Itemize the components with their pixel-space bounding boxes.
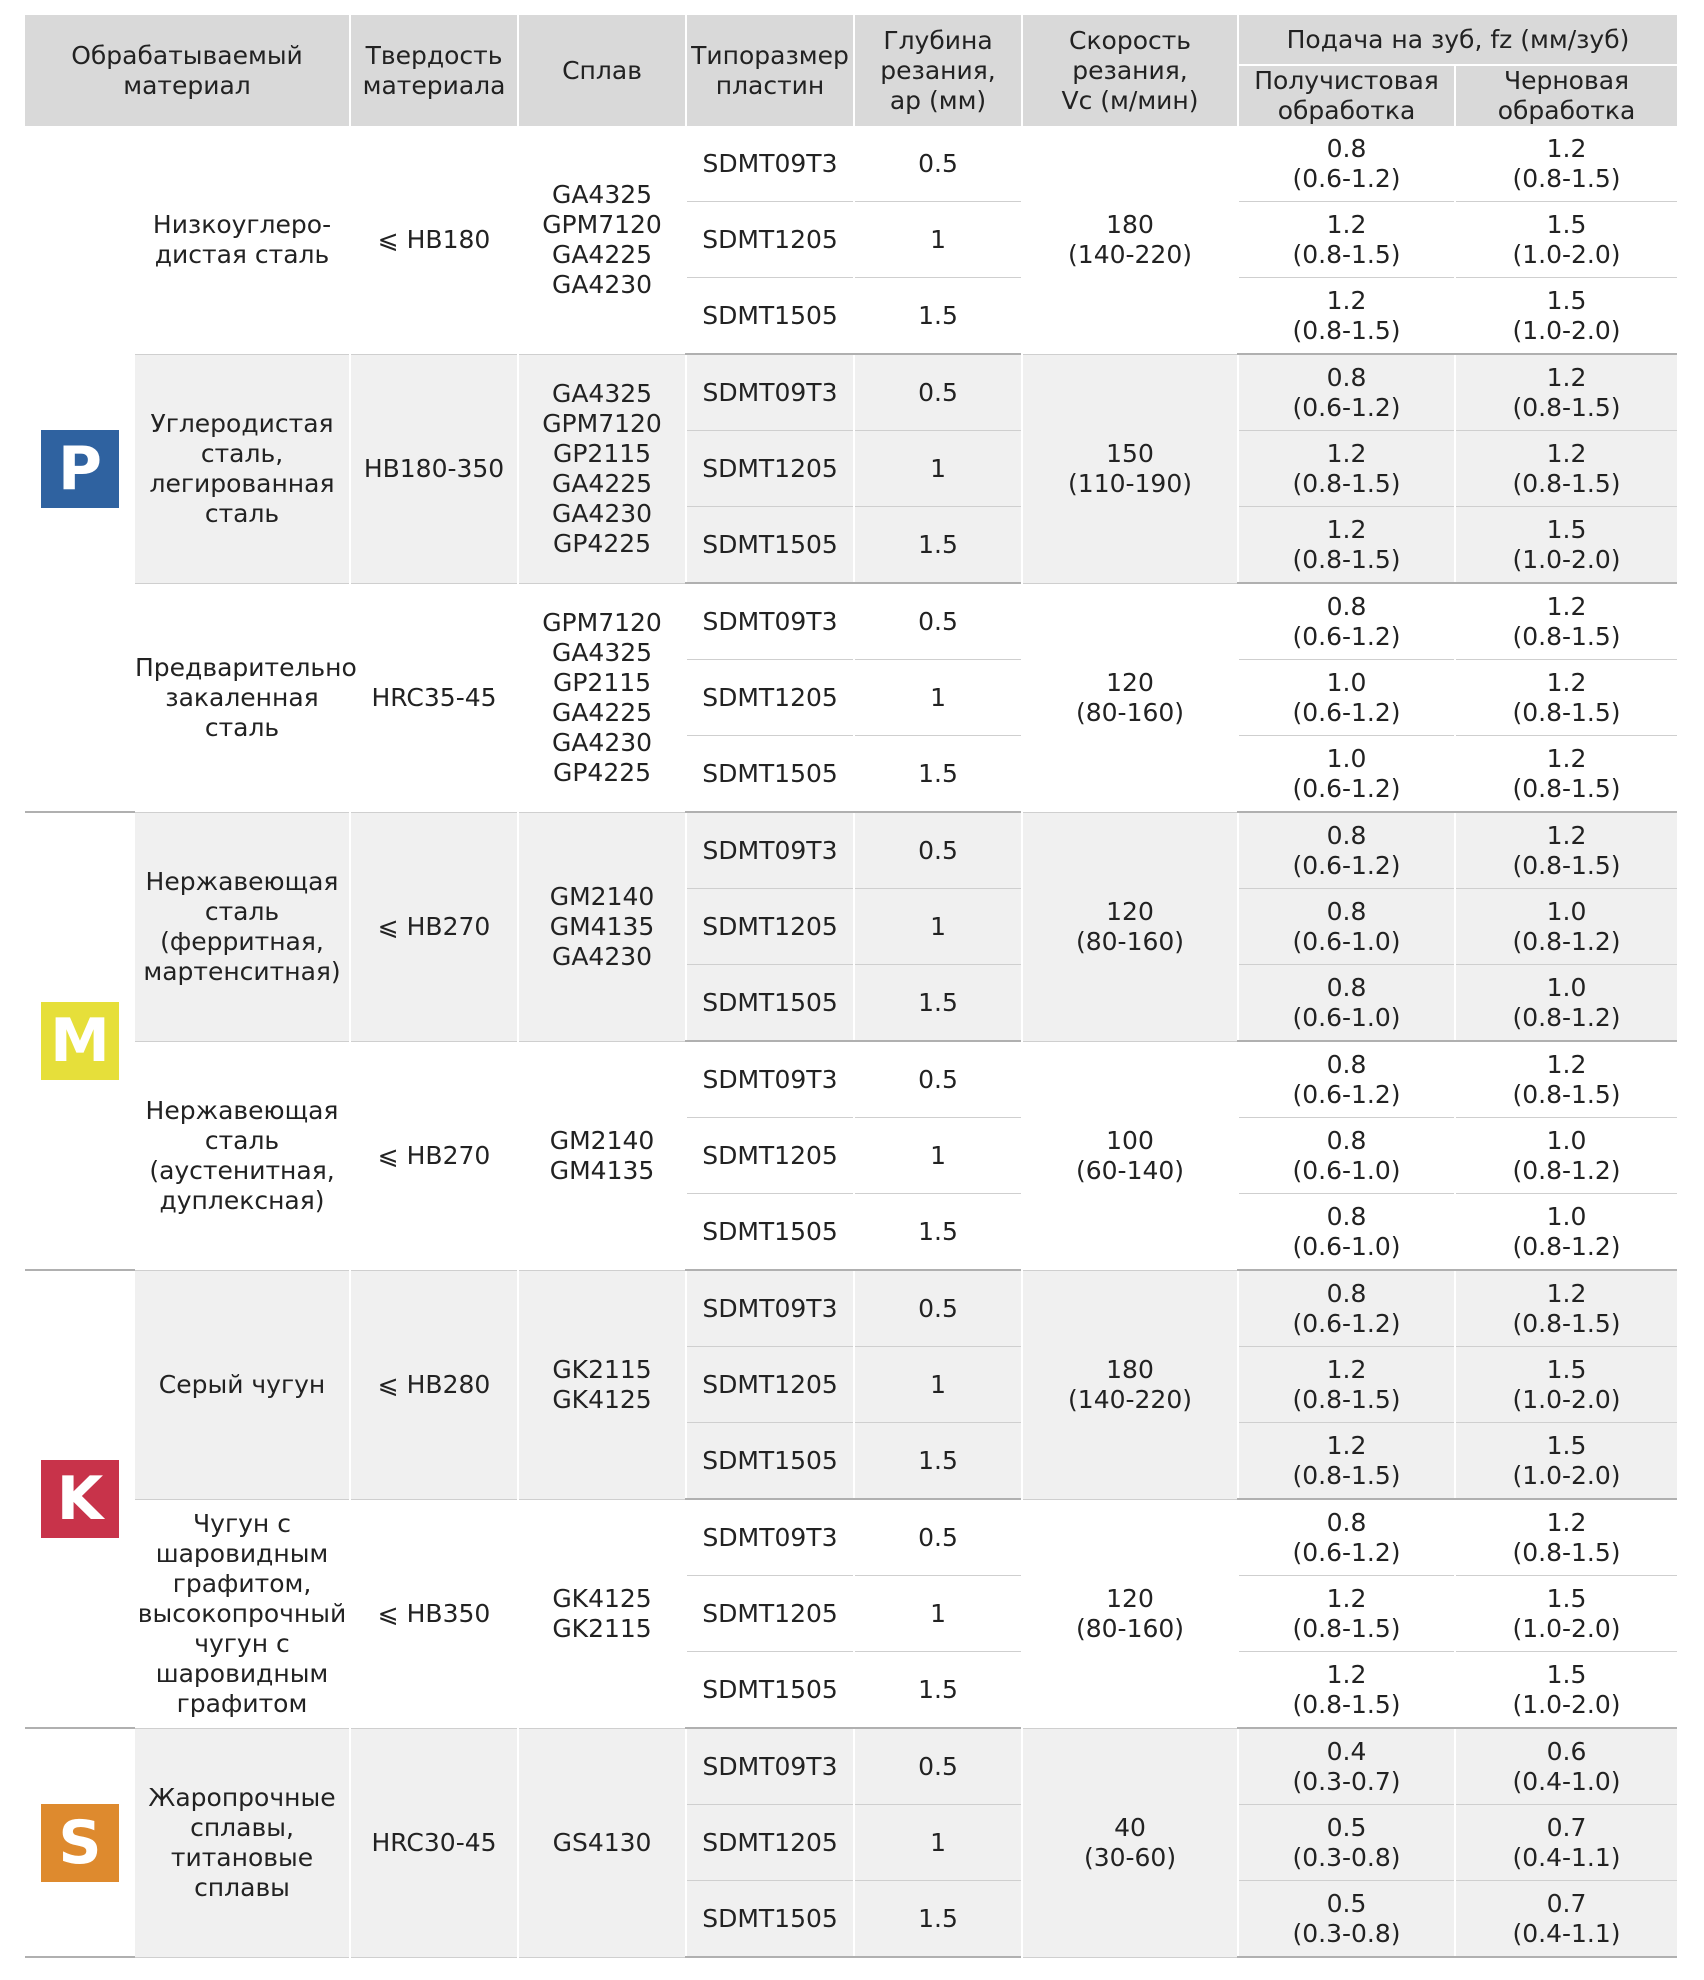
depth-cell	[854, 1499, 1022, 1576]
depth-cell-text: 1.5	[918, 987, 958, 1017]
hardness-cell-text: HRC35-45	[371, 682, 497, 712]
feed-semi-cell-text: 0.5 (0.3-0.8)	[1292, 1888, 1401, 1948]
feed-semi-cell-text: 1.2 (0.8-1.5)	[1292, 1354, 1401, 1414]
material-cell-text: Серый чугун	[158, 1369, 326, 1399]
feed-rough-cell	[1455, 278, 1677, 355]
feed-rough-cell-text: 1.2 (0.8-1.5)	[1512, 820, 1621, 880]
hardness-cell-text: ⩽ HB180	[377, 224, 491, 254]
feed-semi-cell	[1238, 1728, 1455, 1805]
speed-cell-text: 40 (30-60)	[1083, 1812, 1177, 1872]
depth-cell	[854, 126, 1022, 202]
material-cell	[135, 1270, 350, 1499]
depth-cell	[854, 660, 1022, 736]
insert-cell	[686, 1118, 854, 1194]
feed-semi-cell	[1238, 507, 1455, 584]
depth-cell	[854, 1041, 1022, 1118]
feed-rough-cell-text: 1.2 (0.8-1.5)	[1512, 362, 1621, 422]
feed-rough-cell	[1455, 736, 1677, 813]
feed-semi-cell-text: 0.5 (0.3-0.8)	[1292, 1812, 1401, 1872]
depth-cell-text: 0.5	[918, 1751, 958, 1781]
insert-cell-text: SDMT1205	[702, 224, 838, 254]
material-cell	[135, 1041, 350, 1270]
feed-semi-cell-text: 0.8 (0.6-1.2)	[1292, 133, 1401, 193]
hardness-cell	[350, 583, 518, 812]
feed-semi-cell	[1238, 431, 1455, 507]
insert-cell	[686, 1499, 854, 1576]
feed-rough-cell-text: 0.7 (0.4-1.1)	[1512, 1812, 1621, 1872]
depth-cell	[854, 202, 1022, 278]
feed-semi-cell-text: 0.8 (0.6-1.2)	[1292, 362, 1401, 422]
depth-cell-text: 1.5	[918, 300, 958, 330]
cutting-data-table	[25, 15, 1677, 1958]
hardness-cell	[350, 1270, 518, 1499]
depth-cell	[854, 889, 1022, 965]
grades-cell-text: GM2140 GM4135 GA4230	[549, 881, 655, 971]
insert-cell	[686, 1728, 854, 1805]
depth-cell	[854, 1194, 1022, 1271]
insert-cell-text: SDMT09T3	[702, 1522, 838, 1552]
depth-cell	[854, 1576, 1022, 1652]
table-row	[25, 1728, 1677, 1805]
depth-cell	[854, 1805, 1022, 1881]
insert-cell-text: SDMT09T3	[702, 148, 838, 178]
insert-cell-text: SDMT1505	[702, 1216, 838, 1246]
iso-group-cell	[25, 1728, 135, 1957]
depth-cell	[854, 736, 1022, 813]
material-cell	[135, 812, 350, 1041]
hardness-cell	[350, 1499, 518, 1728]
feed-rough-cell	[1455, 1347, 1677, 1423]
insert-cell-text: SDMT09T3	[702, 1064, 838, 1094]
feed-semi-cell-text: 1.2 (0.8-1.5)	[1292, 1583, 1401, 1643]
feed-semi-cell-text: 0.8 (0.6-1.2)	[1292, 1278, 1401, 1338]
insert-cell-text: SDMT09T3	[702, 377, 838, 407]
insert-cell	[686, 736, 854, 813]
depth-cell	[854, 812, 1022, 889]
iso-badge-s: S	[41, 1804, 119, 1882]
hardness-cell-text: ⩽ HB280	[377, 1369, 491, 1399]
grades-cell-text: GK2115 GK4125	[552, 1354, 652, 1414]
insert-cell	[686, 126, 854, 202]
feed-rough-cell-text: 1.2 (0.8-1.5)	[1512, 591, 1621, 651]
feed-rough-cell-text: 1.0 (0.8-1.2)	[1512, 972, 1621, 1032]
insert-cell-text: SDMT1505	[702, 529, 838, 559]
table-body	[25, 126, 1677, 1957]
depth-cell	[854, 1881, 1022, 1958]
grades-cell	[518, 583, 686, 812]
feed-semi-cell-text: 0.8 (0.6-1.0)	[1292, 1125, 1401, 1185]
depth-cell	[854, 354, 1022, 431]
feed-rough-cell	[1455, 889, 1677, 965]
depth-cell-text: 0.5	[918, 148, 958, 178]
table-row	[25, 354, 1677, 431]
depth-cell-text: 1.5	[918, 1674, 958, 1704]
insert-cell-text: SDMT1205	[702, 682, 838, 712]
insert-cell-text: SDMT1505	[702, 1903, 838, 1933]
feed-rough-cell-text: 1.2 (0.8-1.5)	[1512, 133, 1621, 193]
feed-rough-cell-text: 1.0 (0.8-1.2)	[1512, 1201, 1621, 1261]
grades-cell	[518, 1041, 686, 1270]
feed-rough-cell	[1455, 812, 1677, 889]
grades-cell	[518, 1270, 686, 1499]
insert-cell-text: SDMT1205	[702, 1598, 838, 1628]
feed-rough-cell-text: 1.2 (0.8-1.5)	[1512, 1507, 1621, 1567]
feed-rough-cell-text: 1.5 (1.0-2.0)	[1512, 1659, 1621, 1719]
insert-cell	[686, 1270, 854, 1347]
depth-cell-text: 1.5	[918, 529, 958, 559]
table-row	[25, 1270, 1677, 1347]
feed-rough-cell-text: 1.5 (1.0-2.0)	[1512, 285, 1621, 345]
feed-semi-cell	[1238, 1652, 1455, 1729]
iso-group-cell	[25, 812, 135, 1270]
iso-group-cell	[25, 126, 135, 812]
speed-cell	[1022, 812, 1238, 1041]
header-depth: Глубина резания, ap (мм)	[854, 15, 1022, 126]
feed-semi-cell-text: 1.2 (0.8-1.5)	[1292, 285, 1401, 345]
grades-cell-text: GK4125 GK2115	[552, 1583, 652, 1643]
iso-group-cell	[25, 1270, 135, 1728]
feed-semi-cell-text: 1.2 (0.8-1.5)	[1292, 1430, 1401, 1490]
feed-rough-cell-text: 0.7 (0.4-1.1)	[1512, 1888, 1621, 1948]
insert-cell-text: SDMT1205	[702, 1369, 838, 1399]
feed-semi-cell	[1238, 660, 1455, 736]
feed-rough-cell	[1455, 965, 1677, 1042]
feed-rough-cell	[1455, 660, 1677, 736]
insert-cell	[686, 431, 854, 507]
material-cell-text: Жаропрочные сплавы, титановые сплавы	[148, 1782, 336, 1902]
speed-cell-text: 120 (80-160)	[1075, 1583, 1185, 1643]
depth-cell-text: 1	[930, 911, 946, 941]
material-cell-text: Нержавеющая сталь (аустенитная, дуплексная)	[145, 1095, 339, 1215]
material-cell-text: Нержавеющая сталь (ферритная, мартенситная)	[143, 866, 341, 986]
insert-cell-text: SDMT09T3	[702, 1751, 838, 1781]
feed-semi-cell	[1238, 1805, 1455, 1881]
depth-cell-text: 0.5	[918, 1293, 958, 1323]
insert-cell	[686, 1347, 854, 1423]
feed-rough-cell	[1455, 1805, 1677, 1881]
speed-cell-text: 180 (140-220)	[1068, 1354, 1192, 1414]
feed-rough-cell-text: 1.5 (1.0-2.0)	[1512, 1583, 1621, 1643]
insert-cell	[686, 965, 854, 1042]
speed-cell	[1022, 1728, 1238, 1957]
feed-semi-cell	[1238, 736, 1455, 813]
feed-rough-cell-text: 1.2 (0.8-1.5)	[1512, 1049, 1621, 1109]
feed-semi-cell	[1238, 126, 1455, 202]
insert-cell	[686, 354, 854, 431]
insert-cell	[686, 1652, 854, 1729]
feed-rough-cell	[1455, 507, 1677, 584]
insert-cell	[686, 202, 854, 278]
depth-cell	[854, 431, 1022, 507]
feed-semi-cell-text: 1.2 (0.8-1.5)	[1292, 514, 1401, 574]
hardness-cell-text: HRC30-45	[371, 1827, 497, 1857]
insert-cell	[686, 1881, 854, 1958]
depth-cell-text: 1.5	[918, 1903, 958, 1933]
header-insert: Типоразмер пластин	[686, 15, 854, 126]
insert-cell	[686, 1041, 854, 1118]
depth-cell-text: 1	[930, 1598, 946, 1628]
insert-cell-text: SDMT09T3	[702, 835, 838, 865]
header-material: Обрабатываемый материал	[25, 15, 350, 126]
cutting-data-table-wrapper	[25, 15, 1677, 1958]
iso-badge-m: M	[41, 1002, 119, 1080]
grades-cell-text: GA4325 GPM7120 GP2115 GA4225 GA4230 GP4225	[542, 378, 662, 558]
feed-semi-cell	[1238, 1881, 1455, 1958]
depth-cell-text: 1	[930, 224, 946, 254]
speed-cell-text: 150 (110-190)	[1068, 438, 1192, 498]
feed-semi-cell-text: 0.8 (0.6-1.2)	[1292, 591, 1401, 651]
grades-cell	[518, 1499, 686, 1728]
feed-rough-cell	[1455, 1194, 1677, 1271]
feed-semi-cell	[1238, 278, 1455, 355]
insert-cell	[686, 507, 854, 584]
grades-cell	[518, 1728, 686, 1957]
material-cell-text: Низкоуглеро- дистая сталь	[152, 209, 332, 269]
depth-cell-text: 1.5	[918, 1445, 958, 1475]
insert-cell-text: SDMT1205	[702, 453, 838, 483]
feed-semi-cell-text: 1.0 (0.6-1.2)	[1292, 743, 1401, 803]
feed-semi-cell-text: 0.4 (0.3-0.7)	[1292, 1736, 1401, 1796]
grades-cell-text: GPM7120 GA4325 GP2115 GA4225 GA4230 GP4225	[542, 607, 662, 787]
feed-semi-cell	[1238, 1423, 1455, 1500]
table-row	[25, 583, 1677, 660]
feed-semi-cell	[1238, 889, 1455, 965]
feed-rough-cell-text: 0.6 (0.4-1.0)	[1512, 1736, 1621, 1796]
speed-cell-text: 100 (60-140)	[1075, 1125, 1185, 1185]
header-hardness: Твердость материала	[350, 15, 518, 126]
material-cell	[135, 1499, 350, 1728]
insert-cell	[686, 278, 854, 355]
depth-cell-text: 0.5	[918, 1064, 958, 1094]
depth-cell	[854, 1728, 1022, 1805]
table-row	[25, 1041, 1677, 1118]
feed-semi-cell	[1238, 1194, 1455, 1271]
insert-cell-text: SDMT1505	[702, 987, 838, 1017]
feed-rough-cell	[1455, 431, 1677, 507]
depth-cell-text: 1	[930, 1369, 946, 1399]
feed-rough-cell-text: 1.2 (0.8-1.5)	[1512, 1278, 1621, 1338]
material-cell	[135, 354, 350, 583]
speed-cell-text: 180 (140-220)	[1068, 209, 1192, 269]
insert-cell-text: SDMT1505	[702, 1674, 838, 1704]
feed-rough-cell	[1455, 1118, 1677, 1194]
depth-cell-text: 1	[930, 453, 946, 483]
header-semi-finishing: Получистовая обработка	[1238, 65, 1455, 126]
feed-semi-cell	[1238, 1118, 1455, 1194]
insert-cell-text: SDMT1205	[702, 1827, 838, 1857]
header-grade: Сплав	[518, 15, 686, 126]
depth-cell-text: 1.5	[918, 758, 958, 788]
feed-rough-cell	[1455, 354, 1677, 431]
feed-rough-cell	[1455, 202, 1677, 278]
depth-cell-text: 1	[930, 682, 946, 712]
feed-rough-cell-text: 1.5 (1.0-2.0)	[1512, 209, 1621, 269]
feed-rough-cell	[1455, 1270, 1677, 1347]
feed-rough-cell-text: 1.2 (0.8-1.5)	[1512, 438, 1621, 498]
feed-semi-cell	[1238, 1347, 1455, 1423]
insert-cell	[686, 1194, 854, 1271]
speed-cell-text: 120 (80-160)	[1075, 667, 1185, 727]
feed-rough-cell-text: 1.5 (1.0-2.0)	[1512, 1354, 1621, 1414]
depth-cell	[854, 583, 1022, 660]
hardness-cell-text: HB180-350	[363, 453, 505, 483]
feed-rough-cell-text: 1.5 (1.0-2.0)	[1512, 514, 1621, 574]
speed-cell	[1022, 1041, 1238, 1270]
feed-semi-cell	[1238, 583, 1455, 660]
feed-rough-cell	[1455, 583, 1677, 660]
depth-cell-text: 0.5	[918, 835, 958, 865]
insert-cell	[686, 583, 854, 660]
feed-rough-cell-text: 1.0 (0.8-1.2)	[1512, 1125, 1621, 1185]
depth-cell-text: 1	[930, 1140, 946, 1170]
material-cell-text: Предварительно закаленная сталь	[135, 652, 357, 742]
feed-semi-cell-text: 1.2 (0.8-1.5)	[1292, 209, 1401, 269]
hardness-cell	[350, 812, 518, 1041]
insert-cell-text: SDMT09T3	[702, 606, 838, 636]
feed-rough-cell-text: 1.2 (0.8-1.5)	[1512, 667, 1621, 727]
insert-cell	[686, 660, 854, 736]
depth-cell	[854, 1423, 1022, 1500]
depth-cell-text: 0.5	[918, 606, 958, 636]
feed-semi-cell-text: 0.8 (0.6-1.2)	[1292, 1049, 1401, 1109]
feed-semi-cell-text: 0.8 (0.6-1.0)	[1292, 896, 1401, 956]
insert-cell-text: SDMT1505	[702, 300, 838, 330]
speed-cell	[1022, 583, 1238, 812]
depth-cell	[854, 1652, 1022, 1729]
speed-cell	[1022, 1270, 1238, 1499]
table-header	[25, 15, 1677, 126]
depth-cell	[854, 278, 1022, 355]
insert-cell-text: SDMT1505	[702, 758, 838, 788]
feed-rough-cell	[1455, 1881, 1677, 1958]
feed-rough-cell	[1455, 1499, 1677, 1576]
grades-cell	[518, 812, 686, 1041]
depth-cell	[854, 1270, 1022, 1347]
feed-semi-cell	[1238, 812, 1455, 889]
feed-semi-cell	[1238, 1270, 1455, 1347]
feed-semi-cell-text: 1.0 (0.6-1.2)	[1292, 667, 1401, 727]
feed-rough-cell	[1455, 1652, 1677, 1729]
feed-rough-cell	[1455, 1728, 1677, 1805]
grades-cell-text: GA4325 GPM7120 GA4225 GA4230	[542, 179, 662, 299]
grades-cell-text: GM2140 GM4135	[549, 1125, 655, 1185]
depth-cell	[854, 965, 1022, 1042]
feed-rough-cell-text: 1.5 (1.0-2.0)	[1512, 1430, 1621, 1490]
feed-semi-cell-text: 0.8 (0.6-1.0)	[1292, 972, 1401, 1032]
header-speed: Скорость резания, Vc (м/мин)	[1022, 15, 1238, 126]
hardness-cell	[350, 1041, 518, 1270]
feed-semi-cell-text: 1.2 (0.8-1.5)	[1292, 438, 1401, 498]
feed-semi-cell-text: 1.2 (0.8-1.5)	[1292, 1659, 1401, 1719]
grades-cell	[518, 354, 686, 583]
grades-cell	[518, 126, 686, 354]
depth-cell-text: 1.5	[918, 1216, 958, 1246]
iso-badge-k: K	[41, 1460, 119, 1538]
feed-semi-cell	[1238, 202, 1455, 278]
depth-cell	[854, 1347, 1022, 1423]
speed-cell-text: 120 (80-160)	[1075, 896, 1185, 956]
feed-semi-cell-text: 0.8 (0.6-1.0)	[1292, 1201, 1401, 1261]
insert-cell	[686, 1576, 854, 1652]
feed-rough-cell	[1455, 1576, 1677, 1652]
feed-semi-cell-text: 0.8 (0.6-1.2)	[1292, 820, 1401, 880]
depth-cell-text: 0.5	[918, 377, 958, 407]
feed-rough-cell-text: 1.2 (0.8-1.5)	[1512, 743, 1621, 803]
material-cell	[135, 1728, 350, 1957]
hardness-cell-text: ⩽ HB270	[377, 1140, 491, 1170]
depth-cell-text: 0.5	[918, 1522, 958, 1552]
material-cell-text: Углеродистая сталь, легированная сталь	[149, 408, 335, 528]
feed-semi-cell	[1238, 1499, 1455, 1576]
speed-cell	[1022, 126, 1238, 354]
insert-cell	[686, 1423, 854, 1500]
feed-rough-cell	[1455, 1423, 1677, 1500]
feed-semi-cell	[1238, 965, 1455, 1042]
iso-badge-p: P	[41, 430, 119, 508]
insert-cell-text: SDMT1205	[702, 911, 838, 941]
insert-cell	[686, 1805, 854, 1881]
table-row	[25, 126, 1677, 202]
feed-semi-cell	[1238, 1041, 1455, 1118]
hardness-cell-text: ⩽ HB270	[377, 911, 491, 941]
insert-cell-text: SDMT09T3	[702, 1293, 838, 1323]
feed-rough-cell	[1455, 126, 1677, 202]
material-cell	[135, 583, 357, 812]
hardness-cell	[350, 126, 518, 354]
feed-semi-cell	[1238, 1576, 1455, 1652]
speed-cell	[1022, 1499, 1238, 1728]
grades-cell-text: GS4130	[552, 1827, 652, 1857]
depth-cell-text: 1	[930, 1827, 946, 1857]
material-cell	[135, 126, 350, 354]
insert-cell-text: SDMT1205	[702, 1140, 838, 1170]
hardness-cell	[350, 354, 518, 583]
feed-rough-cell	[1455, 1041, 1677, 1118]
depth-cell	[854, 507, 1022, 584]
feed-semi-cell	[1238, 354, 1455, 431]
insert-cell	[686, 889, 854, 965]
header-feed: Подача на зуб, fz (мм/зуб)	[1238, 15, 1677, 65]
speed-cell	[1022, 354, 1238, 583]
hardness-cell	[350, 1728, 518, 1957]
table-row	[25, 1499, 1677, 1576]
depth-cell	[854, 1118, 1022, 1194]
hardness-cell-text: ⩽ HB350	[377, 1598, 491, 1628]
table-row	[25, 812, 1677, 889]
feed-semi-cell-text: 0.8 (0.6-1.2)	[1292, 1507, 1401, 1567]
feed-rough-cell-text: 1.0 (0.8-1.2)	[1512, 896, 1621, 956]
material-cell-text: Чугун с шаровидным графитом, высокопрочный чугун с шаровидным графитом	[137, 1508, 347, 1718]
insert-cell-text: SDMT1505	[702, 1445, 838, 1475]
insert-cell	[686, 812, 854, 889]
header-roughing: Черновая обработка	[1455, 65, 1677, 126]
